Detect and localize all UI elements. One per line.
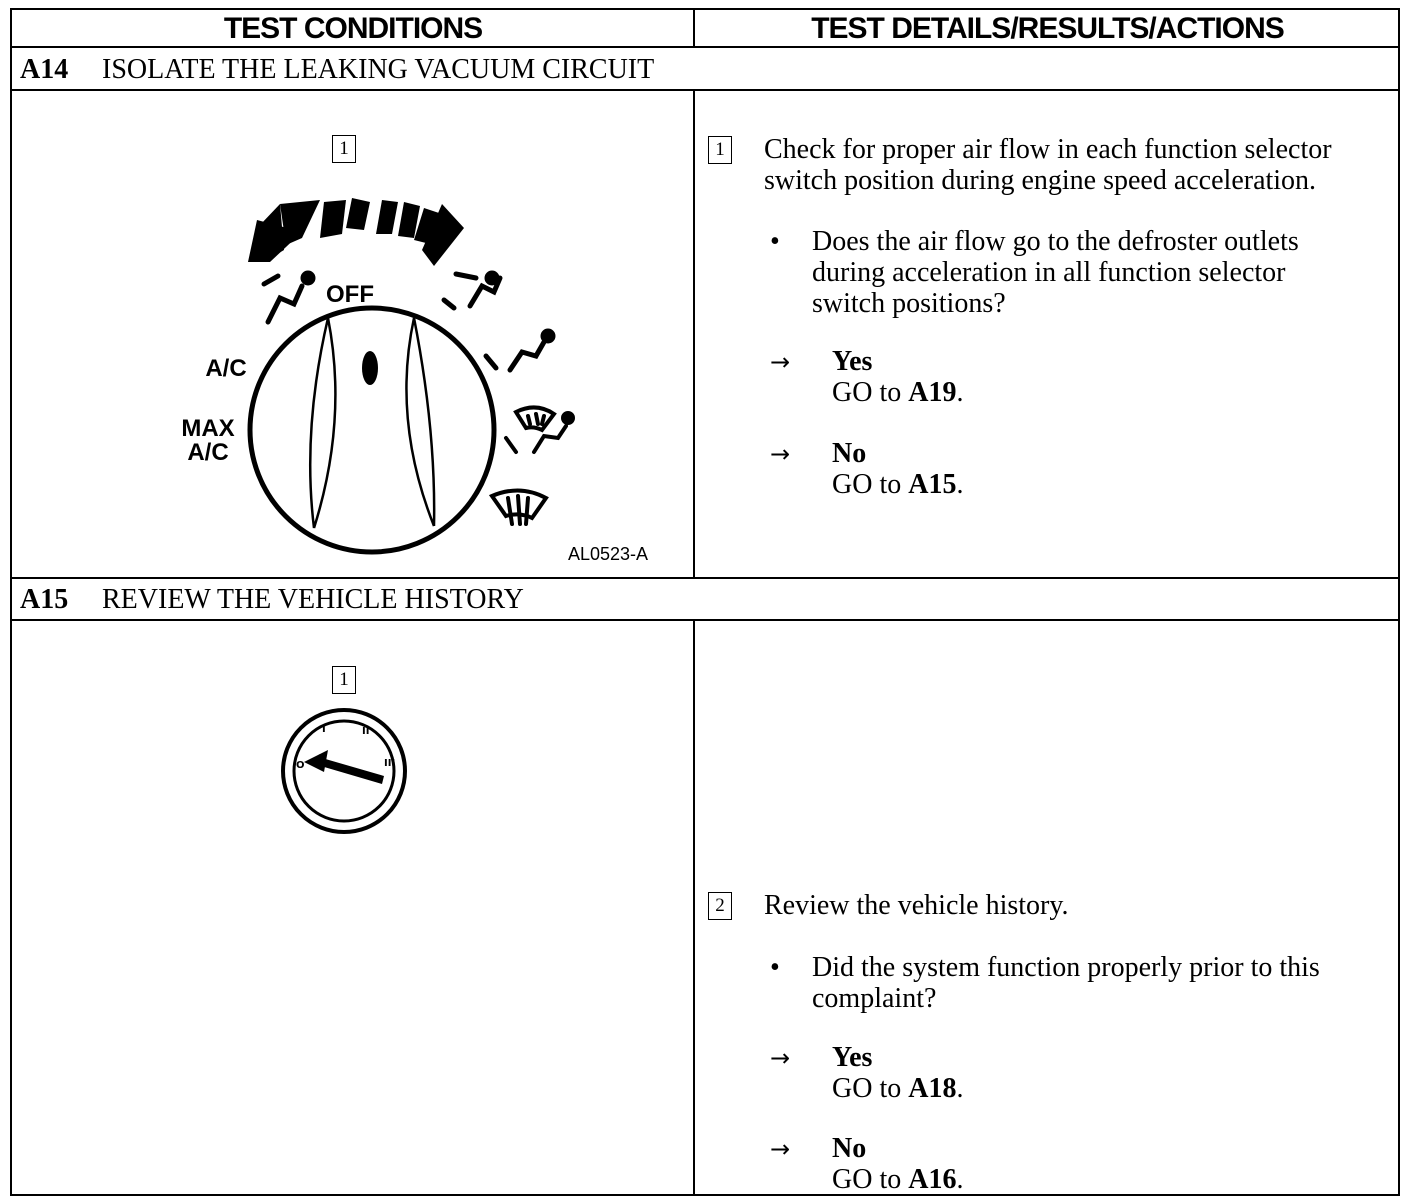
column-divider <box>693 91 695 579</box>
yes-branch <box>832 1042 963 1104</box>
bullet: • <box>770 226 780 257</box>
go-to-text: GO to <box>832 1073 902 1104</box>
punctuation: . <box>956 1164 964 1195</box>
question-line: Does the air flow go to the defroster outlets <box>812 226 1299 257</box>
figure-step-box: 1 <box>332 135 356 163</box>
svg-text:II: II <box>362 726 370 737</box>
column-divider <box>693 621 695 1196</box>
no-label: No <box>832 1133 867 1164</box>
function-selector-diagram <box>152 180 672 570</box>
punctuation: . <box>956 377 964 408</box>
defrost-icon <box>492 490 546 524</box>
ignition-switch-icon <box>274 706 414 836</box>
max-label: MAX <box>181 415 235 442</box>
go-to-target: A16 <box>908 1164 957 1195</box>
divider <box>12 89 1398 91</box>
yes-label: Yes <box>832 1042 873 1073</box>
ac-label: A/C <box>205 355 247 382</box>
section-title-a14 <box>20 54 654 86</box>
bilevel-vent-icon <box>444 273 500 308</box>
figure-code: AL0523-A <box>567 544 649 564</box>
divider <box>12 619 1398 621</box>
question-line: switch positions? <box>812 288 1006 319</box>
floor-vent-icon <box>486 331 553 370</box>
svg-text:I: I <box>322 724 326 735</box>
step-number-box: 2 <box>708 892 732 920</box>
instruction-line: Review the vehicle history. <box>764 890 1069 921</box>
arrow-icon: → <box>770 440 791 468</box>
go-to-target: A19 <box>908 377 957 408</box>
no-branch <box>832 1133 963 1195</box>
arrow-icon: → <box>770 1044 791 1072</box>
floor-defrost-icon <box>506 407 573 452</box>
figure-step-box: 1 <box>332 666 356 694</box>
question-line: Did the system function properly prior to this <box>812 952 1320 983</box>
panel-vent-icon <box>264 273 313 322</box>
section-id: A15 <box>20 584 69 615</box>
airflow-arrows-icon <box>248 198 464 266</box>
go-to-text: GO to <box>832 377 902 408</box>
arrow-icon: → <box>770 348 791 376</box>
no-branch <box>832 438 963 500</box>
divider <box>12 577 1398 579</box>
punctuation: . <box>956 1073 964 1104</box>
no-label: No <box>832 438 867 469</box>
go-to-text: GO to <box>832 469 902 500</box>
svg-text:III: III <box>384 758 396 769</box>
arrow-icon: → <box>770 1135 791 1163</box>
knob-indicator <box>362 351 378 385</box>
svg-text:O: O <box>296 760 305 771</box>
instruction-line: Check for proper air flow in each function selector <box>764 134 1332 165</box>
go-to-target: A15 <box>908 469 957 500</box>
header-test-conditions: TEST CONDITIONS <box>223 12 483 45</box>
yes-branch <box>832 346 963 408</box>
off-label: OFF <box>326 281 374 308</box>
section-title-text: ISOLATE THE LEAKING VACUUM CIRCUIT <box>102 54 655 85</box>
header-test-details: TEST DETAILS/RESULTS/ACTIONS <box>811 12 1284 45</box>
question <box>812 952 1320 1014</box>
go-to-target: A18 <box>908 1073 957 1104</box>
section-title-a15 <box>20 584 524 616</box>
step-instruction <box>764 890 1069 921</box>
diagnostic-table <box>10 8 1400 1196</box>
max-ac-label: A/C <box>187 439 229 466</box>
go-to-text: GO to <box>832 1164 902 1195</box>
step-number-box: 1 <box>708 136 732 164</box>
section-id: A14 <box>20 54 69 85</box>
question <box>812 226 1299 319</box>
instruction-line: switch position during engine speed acceleration. <box>764 165 1317 196</box>
question-line: during acceleration in all function selector <box>812 257 1286 288</box>
question-line: complaint? <box>812 983 937 1014</box>
step-instruction <box>764 134 1332 196</box>
table-header <box>12 10 1398 48</box>
punctuation: . <box>956 469 964 500</box>
section-title-text: REVIEW THE VEHICLE HISTORY <box>102 584 524 615</box>
bullet: • <box>770 952 780 983</box>
yes-label: Yes <box>832 346 873 377</box>
selector-knob <box>250 308 494 552</box>
